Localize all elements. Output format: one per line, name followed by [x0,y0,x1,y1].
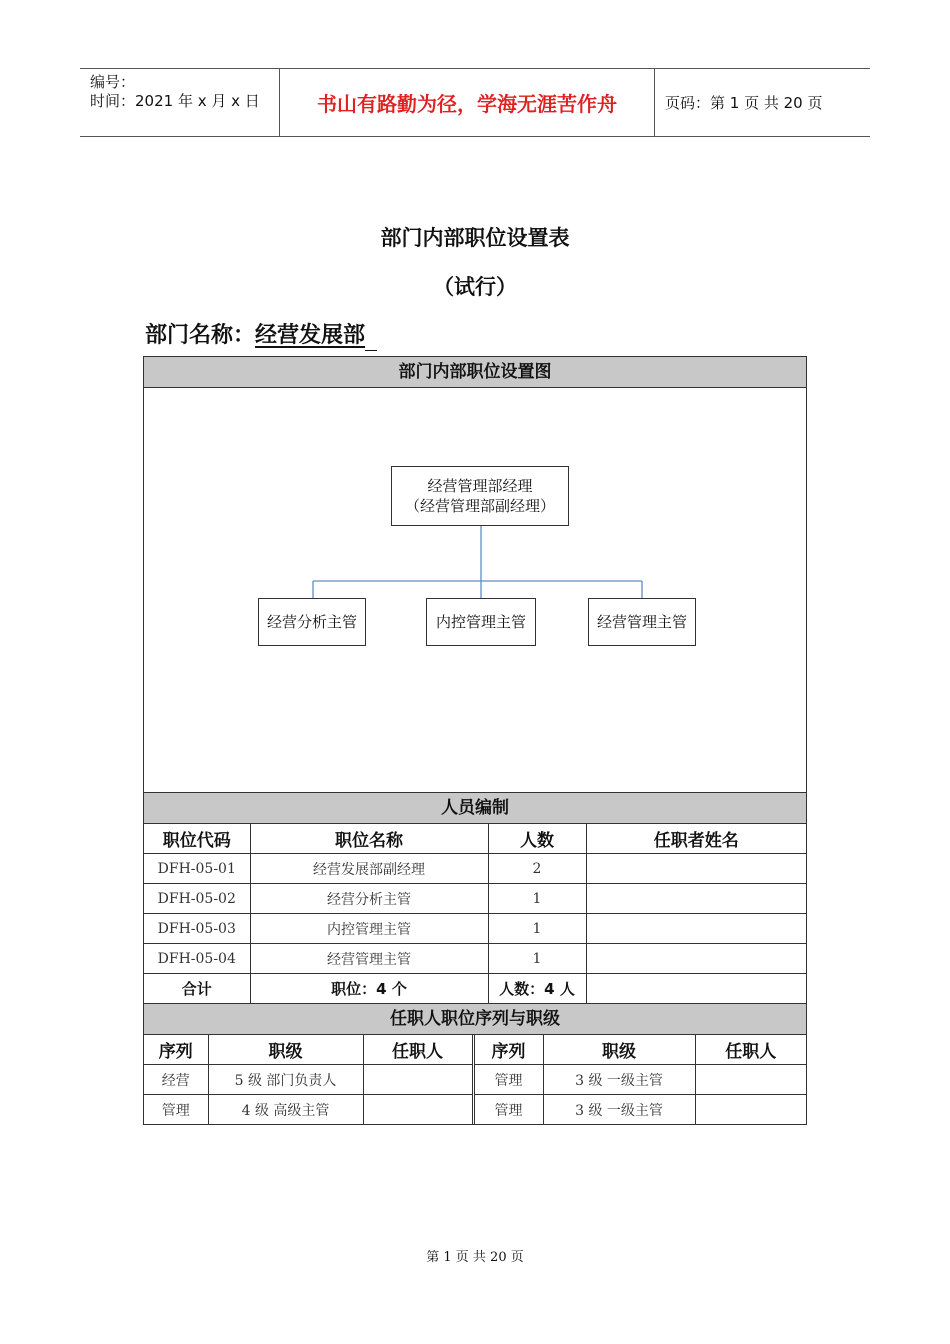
root-title: 经营管理部经理 [427,477,533,495]
org-node-root [391,466,569,526]
rank-holder-2 [695,1095,806,1125]
ranks-header-row [144,1035,806,1065]
col-header-code: 职位代码 [144,824,250,854]
position-code: DFH-05-02 [144,884,250,914]
table-row [144,884,806,914]
header-motto: 书山有路勤为径，学海无涯苦作舟 [280,69,655,136]
position-code: DFH-05-01 [144,854,250,884]
col-header-holder: 任职者姓名 [586,824,806,854]
rank-holder-2 [695,1065,806,1095]
rank-sequence: 经营 [144,1065,208,1095]
department-label: 部门名称： [145,323,256,348]
table-row [144,944,806,974]
table-row [144,1095,806,1125]
position-name: 经营发展部副经理 [250,854,488,884]
col-header-sequence: 序列 [144,1035,208,1065]
position-name: 内控管理主管 [250,914,488,944]
rank-holder [363,1095,473,1125]
time-label: 时间：2021 年 x 月 x 日 [90,92,260,110]
org-node-internal-control: 内控管理主管 [426,598,536,646]
total-people: 人数：4 人 [488,974,586,1004]
header-meta [80,69,280,136]
rank-sequence-2: 管理 [473,1065,543,1095]
table-row [144,854,806,884]
staffing-table [144,824,806,1003]
position-holder [586,884,806,914]
total-label: 合计 [144,974,250,1004]
col-header-sequence-2: 序列 [473,1035,543,1065]
root-subtitle: （经营管理部副经理） [404,497,555,515]
rank-holder [363,1065,473,1095]
header-page-info: 页码：第 1 页 共 20 页 [665,94,823,112]
rank-level-2: 3 级 一级主管 [543,1065,695,1095]
total-positions: 职位：4 个 [250,974,488,1004]
org-chart-connectors [144,388,806,792]
col-header-holder: 任职人 [363,1035,473,1065]
underline-pad [365,328,377,351]
position-count: 2 [488,854,586,884]
position-code: DFH-05-04 [144,944,250,974]
rank-level-2: 3 级 一级主管 [543,1095,695,1125]
position-name: 经营管理主管 [250,944,488,974]
rank-sequence-2: 管理 [473,1095,543,1125]
code-label: 编号： [90,73,136,91]
position-table-frame [143,356,807,1125]
col-header-count: 人数 [488,824,586,854]
col-header-rank: 职级 [208,1035,363,1065]
staffing-header-row [144,824,806,854]
total-holder-empty [586,974,806,1004]
position-holder [586,944,806,974]
table-row [144,1065,806,1095]
page-footer: 第 1 页 共 20 页 [426,1250,524,1265]
position-count: 1 [488,884,586,914]
rank-level: 5 级 部门负责人 [208,1065,363,1095]
col-header-holder-2: 任职人 [695,1035,806,1065]
table-row [144,914,806,944]
col-header-name: 职位名称 [250,824,488,854]
rank-sequence: 管理 [144,1095,208,1125]
ranks-section-title: 任职人职位序列与职级 [144,1003,806,1035]
ranks-table [144,1035,806,1124]
staffing-section-title: 人员编制 [144,792,806,824]
col-header-rank-2: 职级 [543,1035,695,1065]
position-name: 经营分析主管 [250,884,488,914]
org-chart [144,388,806,792]
document-title: 部门内部职位设置表 [380,226,570,250]
staffing-total-row [144,974,806,1004]
org-node-analysis: 经营分析主管 [258,598,366,646]
department-line [145,318,377,349]
position-holder [586,914,806,944]
position-holder [586,854,806,884]
org-chart-section-title: 部门内部职位设置图 [144,357,806,388]
document-subtitle: （试行） [433,275,517,299]
page-header [80,68,870,137]
department-name: 经营发展部 [255,323,366,348]
position-count: 1 [488,944,586,974]
position-code: DFH-05-03 [144,914,250,944]
rank-level: 4 级 高级主管 [208,1095,363,1125]
position-count: 1 [488,914,586,944]
org-node-operations: 经营管理主管 [588,598,696,646]
